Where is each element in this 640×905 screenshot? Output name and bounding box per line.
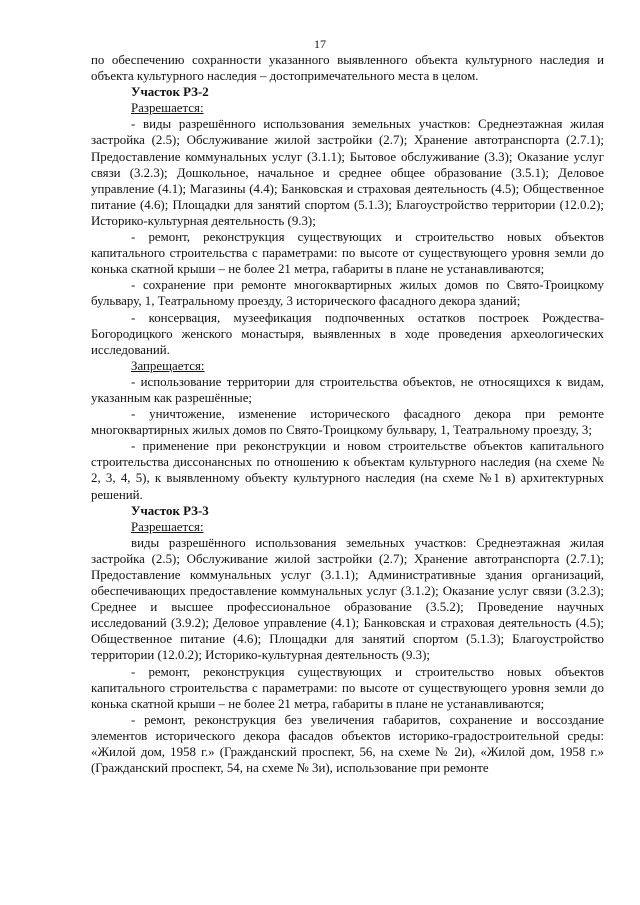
zone2-allowed-item: - ремонт, реконструкция существующих и строительство новых объектов капитального строительства с параметрами: по высоте от существующего уровня земли до конька скатной крыши – не более 21 метра, габариты в плане не устанавливаются; — [91, 230, 604, 277]
zone2-forbidden-label: Запрещается: — [131, 358, 205, 373]
zone2-title: Участок РЗ-2 — [131, 85, 209, 100]
zone3-allowed-label: Разрешается: — [131, 519, 204, 534]
zone2-allowed-item: - виды разрешённого использования земельных участков: Среднеэтажная жилая застройка (2.5); Обслуживание жилой застройки (2.7); Хранение автотранспорта (2.7.1); Предоставление коммунальных услуг (3.1.1); Бытовое обслуживание (3.3); Оказание услуг связи (3.2.3); Дошкольное, начальное и среднее общее образование (3.5.1); Деловое управление (4.1); Магазины (4.4); Банковская и страховая деятельность (4.5); Общественное питание (4.6); Площадки для занятий спортом (5.1.3); Благоустройство территории (12.0.2); Историко-культурная деятельность (9.3); — [91, 117, 604, 228]
page-number: 17 — [314, 37, 326, 51]
zone2-forbidden-item: - использование территории для строительства объектов, не относящихся к видам, указанным как разрешённые; — [91, 374, 604, 405]
intro-paragraph: по обеспечению сохранности указанного выявленного объекта культурного наследия и объекта культурного наследия – достопримечательного места в целом. — [91, 53, 604, 84]
zone2-allowed-label: Разрешается: — [131, 101, 204, 116]
zone2-allowed-item: - консервация, музеефикация подпочвенных остатков построек Рождества-Богородицкого женского монастыря, выявленных в ходе проведения археологических исследований. — [91, 310, 604, 357]
zone3-allowed-item: виды разрешённого использования земельных участков: Среднеэтажная жилая застройка (2.5); Обслуживание жилой застройки (2.7); Хранение автотранспорта (2.7.1); Предоставление коммунальных услуг (3.1.1); Административные здания организаций, обеспечивающих предоставление коммунальных услуг (3.1.2); Оказание услуг связи (3.2.3); Среднее и высшее профессиональное образование (3.5.2); Проведение научных исследований (3.9.2); Деловое управление (4.1); Банковская и страховая деятельность (4.5); Общественное питание (4.6); Площадки для занятий спортом (5.1.3); Благоустройство территории (12.0.2); Историко-культурная деятельность (9.3); — [91, 535, 604, 663]
zone2-forbidden-item: - уничтожение, изменение исторического фасадного декора при ремонте многоквартирных жилых домов по Свято-Троицкому бульвару, 1, Театральному проезду, 3; — [91, 407, 604, 438]
zone3-allowed-item: - ремонт, реконструкция без увеличения габаритов, сохранение и воссоздание элементов исторического декора фасадов объектов историко-градостроительной среды: «Жилой дом, 1958 г.» (Гражданский проспект, 56, на схеме № 2и), «Жилой дом, 1958 г.» (Гражданский проспект, 54, на схеме № 3и), использование при ремонте — [91, 712, 604, 776]
document-body — [91, 52, 604, 776]
zone2-allowed-item: - сохранение при ремонте многоквартирных жилых домов по Свято-Троицкому бульвару, 1, Театральному проезду, 3 исторического фасадного декора зданий; — [91, 278, 604, 309]
zone2-forbidden-item: - применение при реконструкции и новом строительстве объектов капитального строительства диссонансных по отношению к объектам культурного наследия (на схеме № 2, 3, 4, 5), к выявленному объекту культурного наследия (на схеме №1 в) архитектурных решений. — [91, 439, 604, 502]
zone3-title: Участок РЗ-3 — [131, 503, 209, 518]
zone3-allowed-item: - ремонт, реконструкция существующих и строительство новых объектов капитального строительства с параметрами: по высоте от существующего уровня земли до конька скатной крыши – не более 21 метра, габариты в плане не устанавливаются; — [91, 664, 604, 711]
